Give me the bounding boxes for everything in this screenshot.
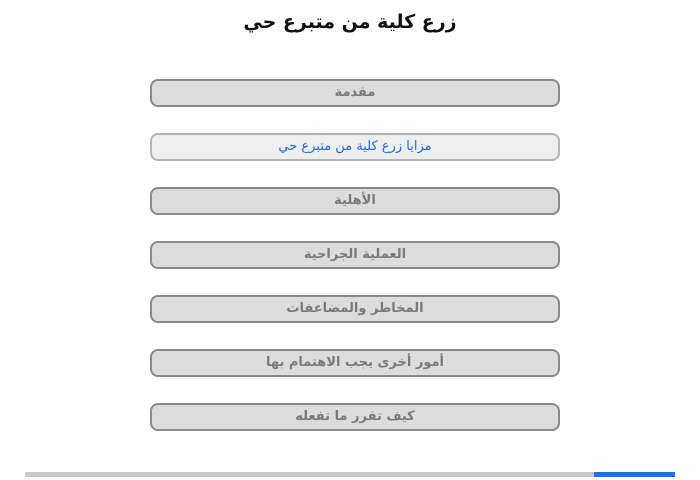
menu-item-surgery[interactable]: العملية الجراحية [150,241,560,269]
page-title: زرع كلية من متبرع حي [243,11,457,33]
menu-item-eligibility[interactable]: الأهلية [150,187,560,215]
menu-item-risks[interactable]: المخاطر والمضاعفات [150,295,560,323]
progress-bar [25,472,675,477]
menu-item-deciding[interactable]: كيف تقرر ما تفعله [150,403,560,431]
menu-item-other-considerations[interactable]: أمور أخرى يجب الاهتمام بها [150,349,560,377]
section-menu [150,79,560,457]
menu-item-introduction[interactable]: مقدمة [150,79,560,107]
menu-item-benefits[interactable]: مزايا زرع كلية من متبرع حي [150,133,560,161]
progress-bar-fill [594,472,675,477]
